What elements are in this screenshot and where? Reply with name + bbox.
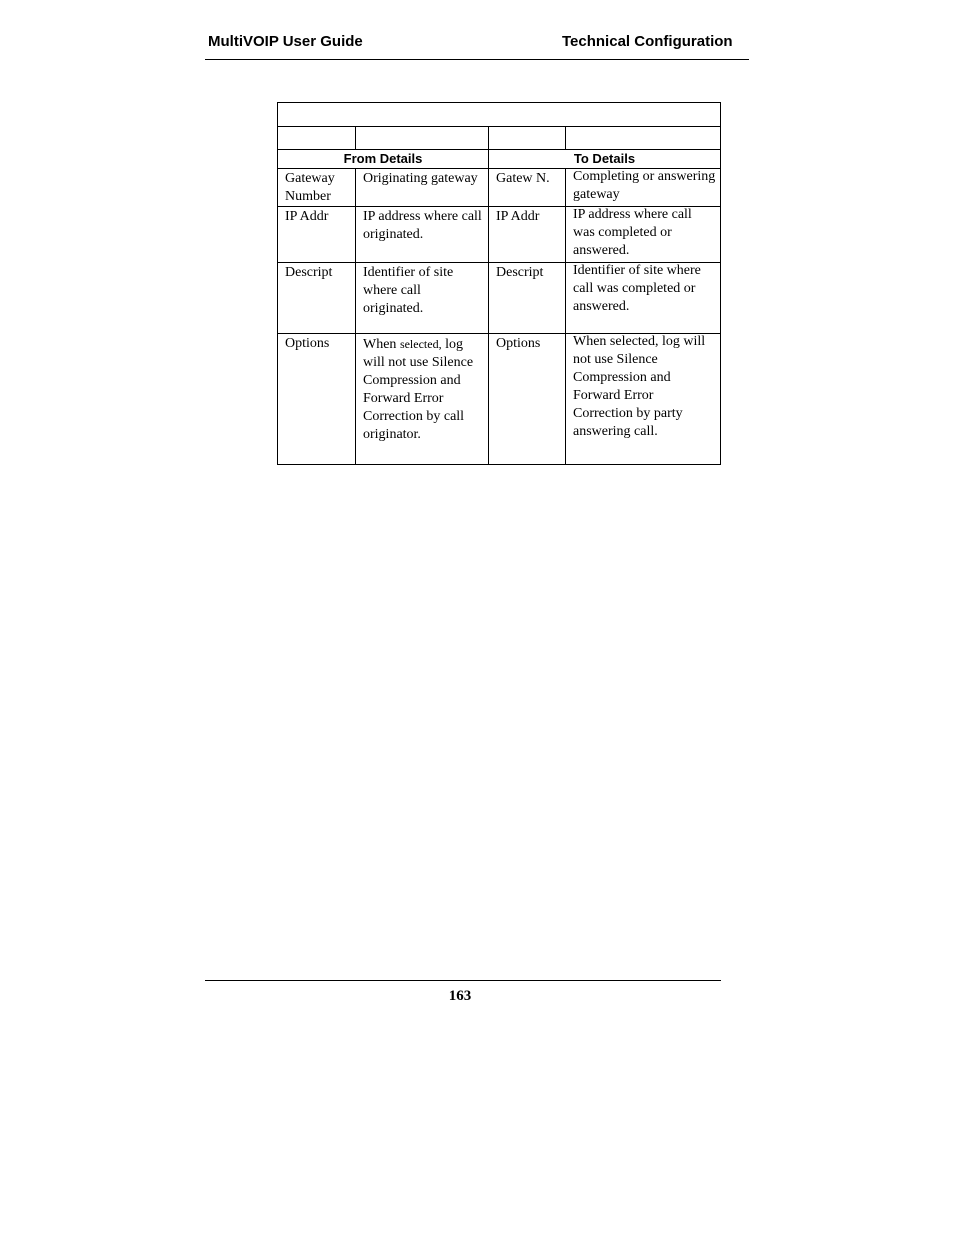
to-field-name: Options [489,334,566,465]
table-caption [278,103,721,127]
header-divider [205,59,749,60]
from-field-name: Gateway Number [278,169,356,207]
table-row [278,263,721,334]
from-field-description: When selected, log will not use Silence Compression and Forward Error Correction by call originator. [356,334,489,465]
from-field-description: Originating gateway [356,169,489,207]
table-row [278,169,721,207]
to-field-name: Descript [489,263,566,334]
table-row [278,334,721,465]
from-field-name: Descript [278,263,356,334]
running-header-section: Technical Configuration [562,33,733,50]
table-subheading-row [278,150,721,169]
to-field-name: Gatew N. [489,169,566,207]
column-header [278,127,356,150]
table-row [278,207,721,263]
from-details-heading: From Details [278,150,489,169]
page-number: 163 [448,988,472,1004]
column-header [566,127,721,150]
column-header [356,127,489,150]
to-field-description: Identifier of site where call was completed or answered. [566,263,721,334]
from-field-description: IP address where call originated. [356,207,489,263]
to-field-description: IP address where call was completed or answered. [566,207,721,263]
column-header [489,127,566,150]
table-caption-row [278,103,721,127]
from-field-name: Options [278,334,356,465]
to-field-description: Completing or answering gateway [566,169,721,207]
to-field-description: When selected, log will not use Silence Compression and Forward Error Correction by party answering call. [566,334,721,465]
to-field-name: IP Addr [489,207,566,263]
from-field-name: IP Addr [278,207,356,263]
from-field-description: Identifier of site where call originated. [356,263,489,334]
table-header-row [278,127,721,150]
footer-divider [205,980,721,981]
running-header-title: MultiVOIP User Guide [208,33,363,50]
to-details-heading: To Details [489,150,721,169]
call-log-details-table [277,102,721,465]
